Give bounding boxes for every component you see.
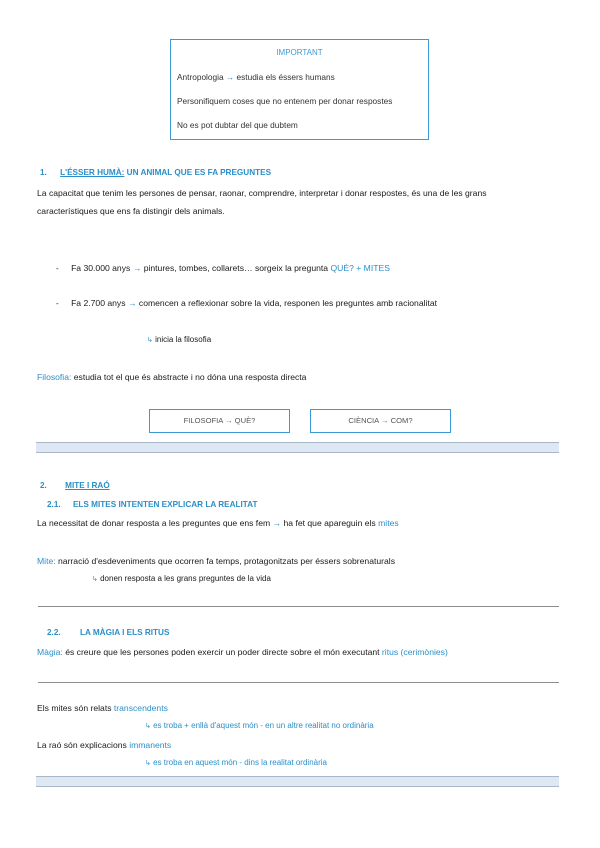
filosofia-definition (37, 371, 306, 383)
divider-line (38, 606, 559, 607)
section-1-heading (40, 168, 271, 177)
arrow-icon: → (225, 72, 235, 82)
arrow-icon: → (127, 298, 137, 308)
important-line-1-term: Antropologia (177, 72, 224, 82)
return-arrow-icon: ↳ (145, 760, 151, 767)
magia-definition (37, 646, 448, 658)
subsection-number: 2.2. (47, 628, 61, 637)
transcendents-highlight: transcendents (113, 703, 168, 713)
immanents-highlight: immanents (129, 740, 172, 750)
mites-intro-text: La necessitat de donar resposta a les preguntes que ens fem (37, 518, 271, 528)
subsection-2-1-heading (47, 500, 257, 509)
filosofia-box: FILOSOFIA → QUÈ? (149, 409, 290, 433)
arrow-icon: → (272, 518, 282, 528)
sub-point (145, 757, 327, 769)
sub-point-text: es troba + enllà d'aquest món - en un altre realitat no ordinària (153, 721, 374, 730)
definition-label: Filosofia: (37, 372, 72, 382)
important-line-1-definition: estudia els éssers humans (236, 72, 335, 82)
sub-point (92, 573, 271, 585)
return-arrow-icon: ↳ (92, 576, 98, 583)
important-line-2: Personifiquem coses que no entenem per donar respostes (177, 96, 393, 106)
bullet-text: comencen a reflexionar sobre la vida, responen les preguntes amb racionalitat (138, 298, 437, 308)
mites-intro-text-continued: ha fet que apareguin els (283, 518, 376, 528)
subsection-number: 2.1. (47, 500, 61, 509)
section-1-number: 1. (40, 168, 47, 177)
subsection-title: ELS MITES INTENTEN EXPLICAR LA REALITAT (72, 500, 258, 509)
bullet-text: pintures, tombes, collarets… sorgeix la pregunta (143, 263, 329, 273)
sub-point-text: donen resposta a les grans preguntes de la vida (100, 574, 271, 583)
return-arrow-icon: ↳ (147, 337, 153, 344)
mites-intro (37, 517, 399, 529)
subsection-2-2-heading (47, 628, 169, 637)
sub-point-text: es troba en aquest món - dins la realitat ordinària (153, 758, 327, 767)
dash-icon: - (56, 299, 59, 308)
definition-label: Màgia: (37, 647, 63, 657)
section-1-paragraph-line-2: característiques que ens fa distingir dels animals. (37, 206, 225, 216)
mites-relats-line (37, 702, 168, 714)
mites-highlight: mites (378, 518, 399, 528)
section-2-title: MITE I RAÓ (65, 481, 110, 490)
rao-line (37, 739, 171, 751)
section-1-paragraph-line-1: La capacitat que tenim les persones de pensar, raonar, comprendre, interpretar i donar respostes, és una de les grans (37, 188, 487, 198)
definition-text: és creure que les persones poden exercir un poder directe sobre el món executant (65, 647, 380, 657)
divider-line (38, 682, 559, 683)
bullet-item (56, 262, 390, 275)
rao-text: La raó són explicacions (37, 740, 127, 750)
sub-point-text: inicia la filosofia (155, 335, 212, 344)
important-title: IMPORTANT (276, 48, 323, 57)
section-2-heading (40, 481, 110, 490)
section-divider (36, 776, 559, 787)
definition-text: estudia tot el que és abstracte i no dóna una resposta directa (73, 372, 307, 382)
arrow-icon: → (132, 263, 142, 273)
definition-text: narració d'esdeveniments que ocorren fa temps, protagonitzats per éssers sobrenaturals (58, 556, 395, 566)
mite-definition (37, 555, 395, 567)
section-2-number: 2. (40, 481, 47, 490)
section-1-title-part-a: L'ÉSSER HUMÀ: (60, 168, 125, 177)
ciencia-box: CIÈNCIA → COM? (310, 409, 451, 433)
bullet-highlight: QUÈ? + MITES (330, 263, 390, 273)
subsection-title: LA MÀGIA I ELS RITUS (79, 628, 170, 637)
bullet-item (56, 297, 437, 310)
bullet-date: Fa 30.000 anys (71, 263, 131, 273)
section-1-title-part-b: UN ANIMAL QUE ES FA PREGUNTES (126, 168, 272, 177)
important-line-1 (177, 72, 335, 82)
section-divider (36, 442, 559, 453)
sub-point (147, 334, 211, 346)
dash-icon: - (56, 264, 59, 273)
ritus-highlight: ritus (cerimònies) (381, 647, 448, 657)
important-line-3: No es pot dubtar del que dubtem (177, 120, 298, 130)
definition-label: Mite: (37, 556, 56, 566)
return-arrow-icon: ↳ (145, 723, 151, 730)
mites-relats-text: Els mites són relats (37, 703, 112, 713)
sub-point (145, 720, 374, 732)
important-box (170, 39, 429, 140)
bullet-date: Fa 2.700 anys (71, 298, 126, 308)
